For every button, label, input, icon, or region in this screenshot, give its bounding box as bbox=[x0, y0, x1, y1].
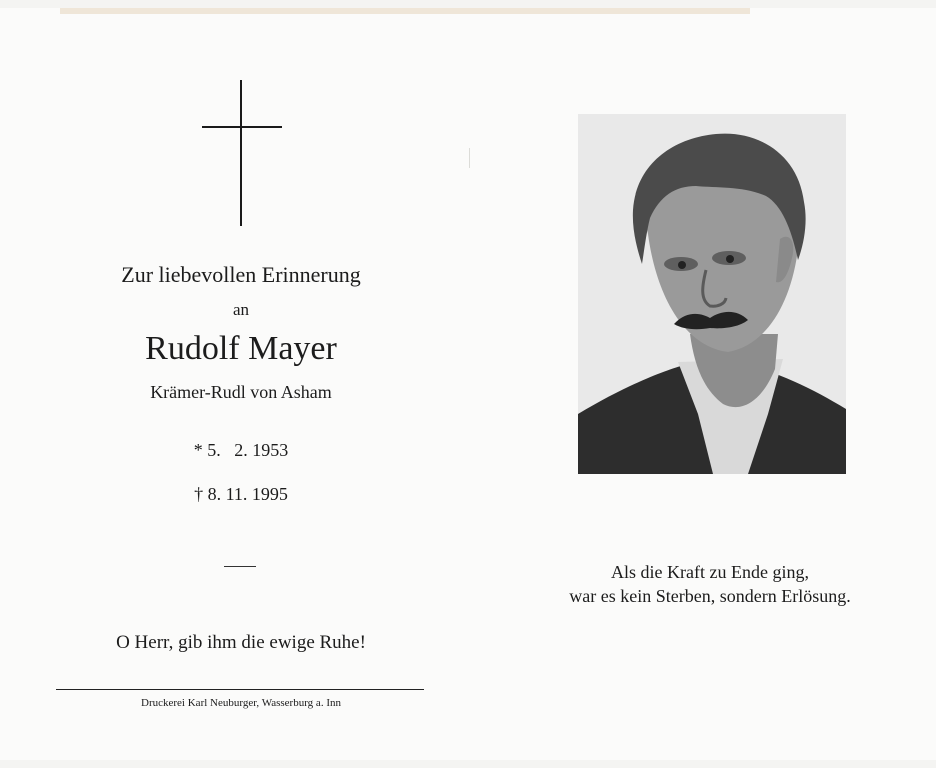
memory-line: Zur liebevollen Erinnerung bbox=[121, 262, 361, 287]
printer-credit: Druckerei Karl Neuburger, Wasserburg a. Inn bbox=[141, 697, 341, 709]
an-line: an bbox=[232, 300, 250, 319]
footer-rule bbox=[56, 689, 424, 690]
memorial-card bbox=[0, 8, 936, 760]
death-date: † 8. 11. 1995 bbox=[194, 484, 288, 504]
quote-line-1: Als die Kraft zu Ende ging, bbox=[611, 562, 809, 582]
cross-vertical-bar bbox=[240, 80, 242, 226]
fold-mark bbox=[469, 148, 470, 168]
paper-edge bbox=[60, 8, 750, 14]
cross-horizontal-bar bbox=[202, 126, 282, 128]
quote-line-2: war es kein Sterben, sondern Erlösung. bbox=[569, 586, 851, 606]
birth-date: * 5. 2. 1953 bbox=[193, 440, 289, 460]
divider-dash bbox=[224, 566, 256, 567]
nickname-line: Krämer-Rudl von Asham bbox=[150, 382, 332, 402]
prayer-line: O Herr, gib ihm die ewige Ruhe! bbox=[116, 632, 366, 653]
portrait-illustration bbox=[578, 114, 846, 474]
deceased-name: Rudolf Mayer bbox=[145, 330, 337, 367]
portrait-photo bbox=[578, 114, 846, 474]
